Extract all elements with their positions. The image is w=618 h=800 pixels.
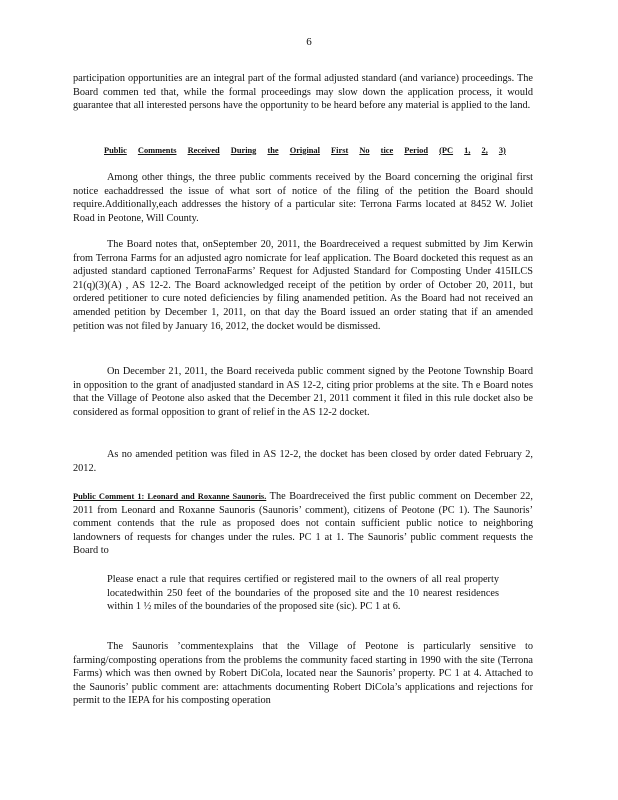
heading-word: Original	[289, 146, 320, 155]
paragraph-terrona-request: The Board notes that, onSeptember 20, 2011, the Boardreceived a request submitted by Jim Kerwin from Terrona Farms for an adjusted agro nomicrate for leaf application. The Board docketed this request as an adjusted standard captioned TerronaFarms’ Request for Adjusted Standard for Composting Under 415ILCS 21(q)(3)(A) , AS 12-2. The Board acknowledged receipt of the petition by order of October 20, 2011, but ordered petitioner to cure noted deficiencies by filing anamended petition. As the Board had not received an amended petition by December 1, 2011, on that day the Board issued an order stating that if an amended petition was not filed by January 16, 2012, the docket would be dismissed.	[73, 239, 533, 332]
heading-word: Received	[187, 146, 220, 155]
heading-word: (PC	[439, 146, 454, 155]
paragraph-participation: participation opportunities are an integral part of the formal adjusted standard (and variance) proceedings. The Board commen ted that, while the formal proceedings may slow down the application process, it would guarantee that all interested persons have the opportunity to be heard before any material is applied to the land.	[73, 73, 533, 112]
heading-word: 2,	[481, 146, 488, 155]
heading-word: tice	[380, 146, 394, 155]
heading-word: First	[331, 146, 349, 155]
paragraph-peotone-township: On December 21, 2011, the Board receiveda public comment signed by the Peotone Township Board in opposition to the grant of anadjusted standard in AS 12-2, citing prior problems at the site. Th e Board notes that the Village of Peotone also asked that the December 21, 2011 comment it filed in this rule docket also be considered as formal opposition to grant of relief in the AS 12-2 docket.	[73, 366, 533, 418]
heading-word: 1,	[464, 146, 471, 155]
heading-word: the	[267, 146, 279, 155]
paragraph-saunoris-explains: The Saunoris ’commentexplains that the Village of Peotone is particularly sensitive to farming/composting operations from the problems the community faced starting in 1990 with the site (Terrona Farms) which was then owned by Robert DiCola, located near the Saunoris’ property. PC 1 at 4. Attached to the Saunoris’ public comment are: attachments documenting Robert DiCola’s applications and rejections for permit to the IEPA for his composting operation	[73, 641, 533, 707]
paragraph-three-public-comments: Among other things, the three public comments received by the Board concerning the original first notice eachaddressed the issue of what sort of notice of the filing of the petition the Board should require.Additionally,each addresses the history of a particular site: Terrona Farms located at 8452 W. Joliet Road in Peotone, Will County.	[73, 172, 533, 224]
paragraph-docket-closed: As no amended petition was filed in AS 12-2, the docket has been closed by order dated February 2, 2012.	[73, 449, 533, 474]
heading-word: 3)	[498, 146, 506, 155]
section-heading-public-comments	[104, 144, 506, 158]
public-comment-1-heading: Public Comment 1: Leonard and Roxanne Saunoris.	[73, 492, 267, 501]
heading-word: During	[230, 146, 257, 155]
block-quote: Please enact a rule that requires certified or registered mail to the owners of all real property locatedwithin 250 feet of the boundaries of the proposed site and the 10 nearest residences within 1 ½ miles of the boundaries of the proposed site (sic). PC 1 at 6.	[107, 574, 499, 613]
heading-word: Period	[404, 146, 429, 155]
heading-word: Public	[104, 146, 127, 155]
heading-word: Comments	[137, 146, 177, 155]
page-number: 6	[306, 36, 312, 48]
paragraph-public-comment-1	[73, 490, 533, 558]
public-comment-1-body: The Boardreceived the first public comment on December 22, 2011 from Leonard and Roxanne Saunoris (Saunoris’ comment), citizens of Peotone (PC 1). The Saunoris’ comment contends that the rule as proposed does not contain sufficient public notice to neighboring landowners of requests for changes under the rules. PC 1 at 1. The Saunoris’ public comment requests the Board to	[73, 491, 534, 557]
heading-word: No	[359, 146, 370, 155]
